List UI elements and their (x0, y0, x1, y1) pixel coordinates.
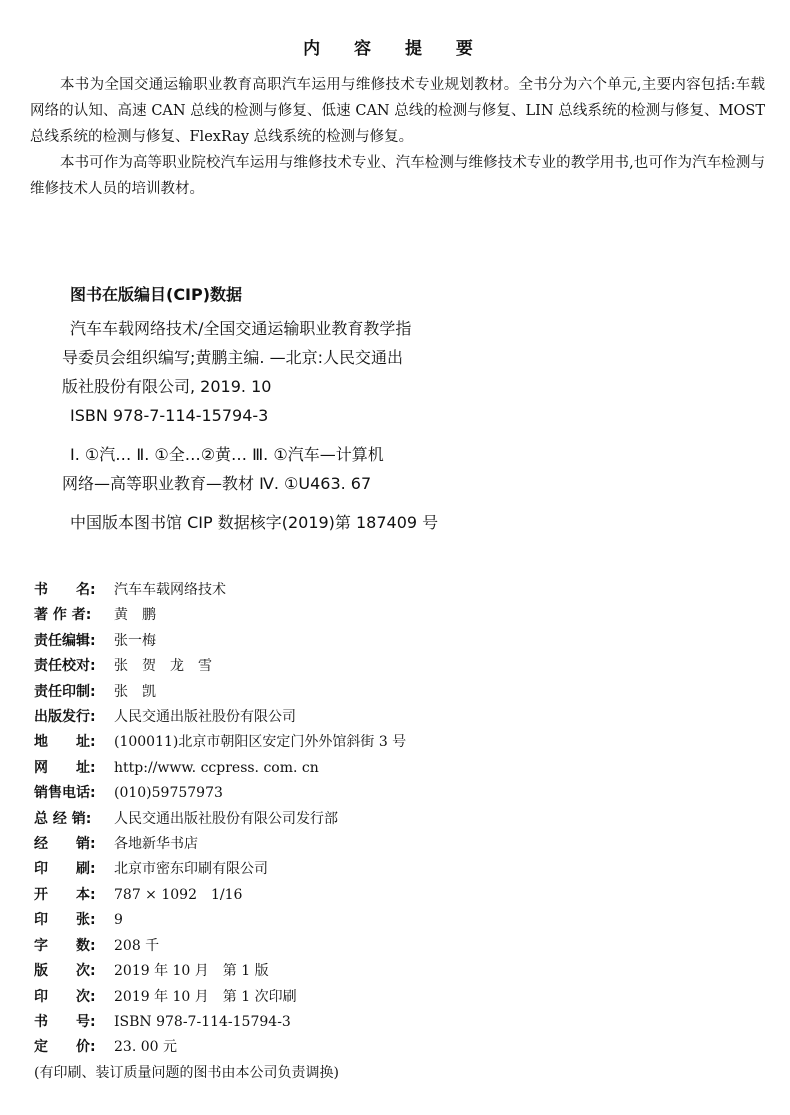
info-row-website (34, 756, 754, 781)
info-value: 9 (114, 912, 123, 929)
info-value: 北京市密东印刷有限公司 (114, 861, 268, 878)
cip-line: 版社股份有限公司, 2019. 10 (62, 377, 272, 396)
cip-classification: 网络—高等职业教育—教材 Ⅳ. ①U463. 67 (62, 474, 372, 493)
info-row-format (34, 883, 754, 908)
info-label: 书 名: (34, 582, 96, 598)
info-label: 出版发行: (34, 709, 96, 726)
info-value: ISBN 978-7-114-15794-3 (114, 1013, 291, 1030)
info-value: 23. 00 元 (114, 1039, 177, 1056)
info-label: 网 址: (34, 759, 96, 776)
info-row-price (34, 1035, 754, 1060)
info-label: 总 经 销: (34, 810, 92, 827)
info-row-edition (34, 959, 754, 984)
info-row-word-count (34, 934, 754, 959)
info-label: 版 次: (34, 963, 96, 980)
info-row-address (34, 730, 754, 755)
summary-paragraph: 本书为全国交通运输职业教育高职汽车运用与维修技术专业规划教材。全书分为六个单元,主要内容包括:车载网络的认知、高速 CAN 总线的检测与修复、低速 CAN 总线的检测与修复、LIN 总线系统的检测与修复、MOST 总线系统的检测与修复、FlexRay 总线系统的检测与修复。 (30, 77, 765, 145)
info-value: (100011)北京市朝阳区安定门外外馆斜街 3 号 (114, 734, 407, 751)
info-row-publisher (34, 705, 754, 730)
cip-record (62, 314, 502, 537)
info-label: 经 销: (34, 836, 96, 853)
info-label: 字 数: (34, 937, 96, 954)
info-value: 张 凯 (114, 683, 156, 700)
info-label: 印 张: (34, 912, 96, 929)
cip-line: 导委员会组织编写;黄鹏主编. —北京:人民交通出 (62, 348, 403, 367)
info-row-isbn (34, 1010, 754, 1035)
info-label: 地 址: (34, 734, 96, 751)
info-value: (010)59757973 (114, 785, 223, 802)
info-label: 开 本: (34, 886, 96, 903)
info-value: 各地新华书店 (114, 836, 198, 853)
info-value: 人民交通出版社股份有限公司 (114, 709, 296, 726)
info-value: 2019 年 10 月 第 1 版 (114, 963, 269, 980)
info-row-sheets (34, 908, 754, 933)
info-label: 责任校对: (34, 658, 96, 675)
cip-heading: 图书在版编目(CIP)数据 (70, 285, 243, 304)
info-label: 定 价: (34, 1039, 96, 1056)
cip-line: 汽车车载网络技术/全国交通运输职业教育教学指 (70, 319, 412, 338)
cip-isbn: ISBN 978-7-114-15794-3 (70, 406, 269, 425)
quality-footnote: (有印刷、装订质量问题的图书由本公司负责调换) (34, 1064, 339, 1081)
info-label: 责任编辑: (34, 632, 96, 649)
info-row-print-supervisor (34, 680, 754, 705)
info-label: 责任印制: (34, 683, 96, 700)
info-label: 印 刷: (34, 861, 96, 878)
info-row-sales-phone (34, 781, 754, 806)
info-row-retailer (34, 832, 754, 857)
info-value: 人民交通出版社股份有限公司发行部 (114, 810, 338, 827)
summary-section (30, 72, 765, 202)
cip-classification: Ⅰ. ①汽… Ⅱ. ①全…②黄… Ⅲ. ①汽车—计算机 (70, 445, 384, 464)
info-row-proofreader (34, 654, 754, 679)
info-value: 张 贺 龙 雪 (114, 658, 212, 675)
info-value: 汽车车载网络技术 (114, 582, 226, 598)
cip-number: 中国版本图书馆 CIP 数据核字(2019)第 187409 号 (70, 513, 439, 532)
info-row-author (34, 603, 754, 628)
summary-paragraph: 本书可作为高等职业院校汽车运用与维修技术专业、汽车检测与维修技术专业的教学用书,也可作为汽车检测与维修技术人员的培训教材。 (30, 155, 765, 197)
info-row-printer (34, 857, 754, 882)
info-row-title (34, 578, 754, 603)
info-value: http://www. ccpress. com. cn (114, 759, 319, 776)
info-value: 张一梅 (114, 632, 156, 649)
info-label: 书 号: (34, 1013, 96, 1030)
info-row-printing (34, 985, 754, 1010)
info-value: 787 × 1092 1/16 (114, 886, 243, 903)
info-label: 印 次: (34, 988, 96, 1005)
info-row-editor (34, 629, 754, 654)
info-label: 著 作 者: (34, 607, 92, 624)
info-row-distributor (34, 807, 754, 832)
info-value: 2019 年 10 月 第 1 次印刷 (114, 988, 297, 1005)
publication-info (34, 578, 754, 1086)
page-title: 内 容 提 要 (303, 39, 487, 59)
info-value: 黄 鹏 (114, 607, 156, 624)
info-value: 208 千 (114, 937, 160, 954)
info-label: 销售电话: (34, 785, 96, 802)
